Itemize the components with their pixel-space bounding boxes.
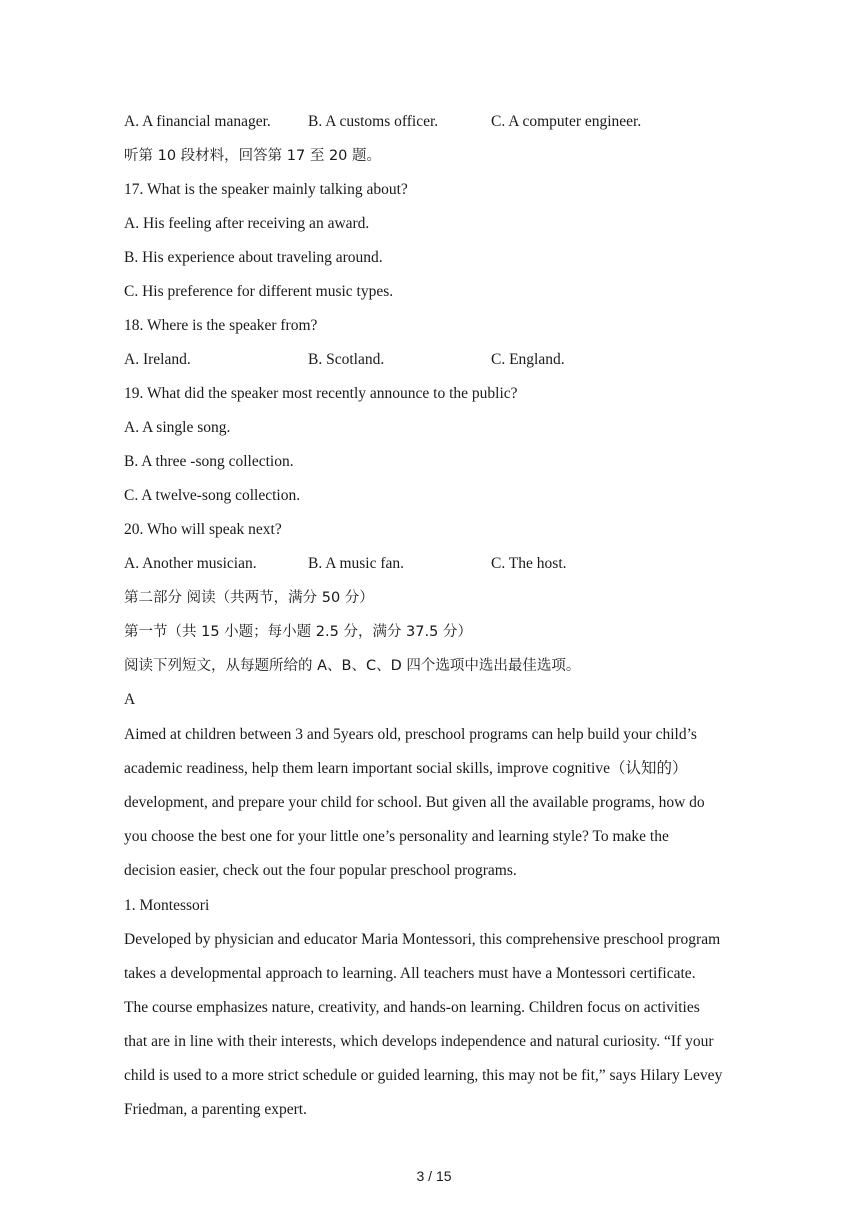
q16-option-b: B. A customs officer. (308, 113, 439, 130)
q17-option-a: A. His feeling after receiving an award. (124, 215, 370, 232)
q18-option-b: B. Scotland. (308, 351, 385, 368)
q18-option-c: C. England. (491, 351, 565, 368)
q20-question: 20. Who will speak next? (124, 521, 282, 538)
q19-option-c: C. A twelve-song collection. (124, 487, 301, 504)
q20-option-b: B. A music fan. (308, 555, 405, 572)
q20-option-a: A. Another musician. (124, 555, 257, 572)
section10-instruction: 听第 10 段材料，回答第 17 至 20 题。 (124, 148, 382, 164)
program1-line: takes a developmental approach to learning. All teachers must have a Montessori certificate. (124, 965, 696, 982)
reading-instruction: 阅读下列短文，从每题所给的 A、B、C、D 四个选项中选出最佳选项。 (124, 658, 581, 674)
program1-line: Friedman, a parenting expert. (124, 1101, 307, 1118)
q18-option-a: A. Ireland. (124, 351, 191, 368)
q17-question: 17. What is the speaker mainly talking about? (124, 181, 408, 198)
q17-option-c: C. His preference for different music types. (124, 283, 394, 300)
program1-line: that are in line with their interests, which develops independence and natural curiosity. “If your (124, 1033, 714, 1050)
passage-intro-line: Aimed at children between 3 and 5years old, preschool programs can help build your child’s (124, 726, 697, 743)
passage-intro-line: academic readiness, help them learn important social skills, improve cognitive（认知的） (124, 760, 688, 777)
q19-option-b: B. A three -song collection. (124, 453, 294, 470)
page-number: 3 / 15 (416, 1168, 452, 1184)
program1-line: The course emphasizes nature, creativity, and hands-on learning. Children focus on activities (124, 999, 700, 1016)
section1-title: 第一节（共 15 小题；每小题 2.5 分，满分 37.5 分） (124, 624, 472, 640)
passage-intro-line: development, and prepare your child for school. But given all the available programs, how do (124, 794, 705, 811)
q20-option-c: C. The host. (491, 555, 567, 572)
q19-option-a: A. A single song. (124, 419, 231, 436)
passage-intro-line: you choose the best one for your little one’s personality and learning style? To make the (124, 828, 669, 845)
program1-heading: 1. Montessori (124, 897, 210, 914)
part2-title: 第二部分 阅读（共两节，满分 50 分） (124, 590, 374, 606)
program1-line: child is used to a more strict schedule or guided learning, this may not be fit,” says Hilary Levey (124, 1067, 723, 1084)
q18-question: 18. Where is the speaker from? (124, 317, 318, 334)
q17-option-b: B. His experience about traveling around. (124, 249, 383, 266)
q16-option-a: A. A financial manager. (124, 113, 271, 130)
program1-line: Developed by physician and educator Maria Montessori, this comprehensive preschool program (124, 931, 721, 948)
q16-option-c: C. A computer engineer. (491, 113, 642, 130)
q19-question: 19. What did the speaker most recently announce to the public? (124, 385, 518, 402)
passage-intro-line: decision easier, check out the four popular preschool programs. (124, 862, 517, 879)
passage-label: A (124, 691, 136, 708)
